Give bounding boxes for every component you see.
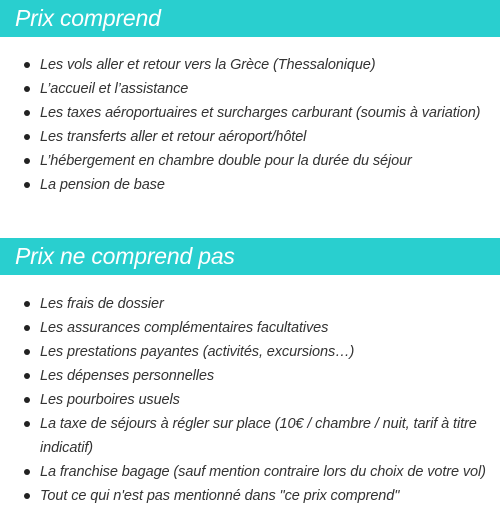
list-item: Les frais de dossier (0, 292, 500, 316)
excludes-heading: Prix ne comprend pas (0, 238, 500, 275)
list-item: L’accueil et l’assistance (0, 77, 500, 101)
includes-heading: Prix comprend (0, 0, 500, 37)
excludes-list (0, 292, 500, 508)
list-item: La pension de base (0, 173, 500, 197)
list-item: Les assurances complémentaires facultatives (0, 316, 500, 340)
list-item: La franchise bagage (sauf mention contraire lors du choix de votre vol) (0, 460, 500, 484)
list-item: Les taxes aéroportuaires et surcharges carburant (soumis à variation) (0, 101, 500, 125)
list-item: Les prestations payantes (activités, excursions…) (0, 340, 500, 364)
list-item: Les dépenses personnelles (0, 364, 500, 388)
excludes-section (0, 238, 500, 508)
list-item: Les vols aller et retour vers la Grèce (Thessalonique) (0, 53, 500, 77)
list-item: Les pourboires usuels (0, 388, 500, 412)
list-item: Tout ce qui n'est pas mentionné dans "ce prix comprend" (0, 484, 500, 508)
includes-section (0, 0, 500, 197)
list-item: La taxe de séjours à régler sur place (10€ / chambre / nuit, tarif à titre indicatif) (0, 412, 500, 460)
list-item: L’hébergement en chambre double pour la durée du séjour (0, 149, 500, 173)
includes-list (0, 53, 500, 197)
list-item: Les transferts aller et retour aéroport/hôtel (0, 125, 500, 149)
